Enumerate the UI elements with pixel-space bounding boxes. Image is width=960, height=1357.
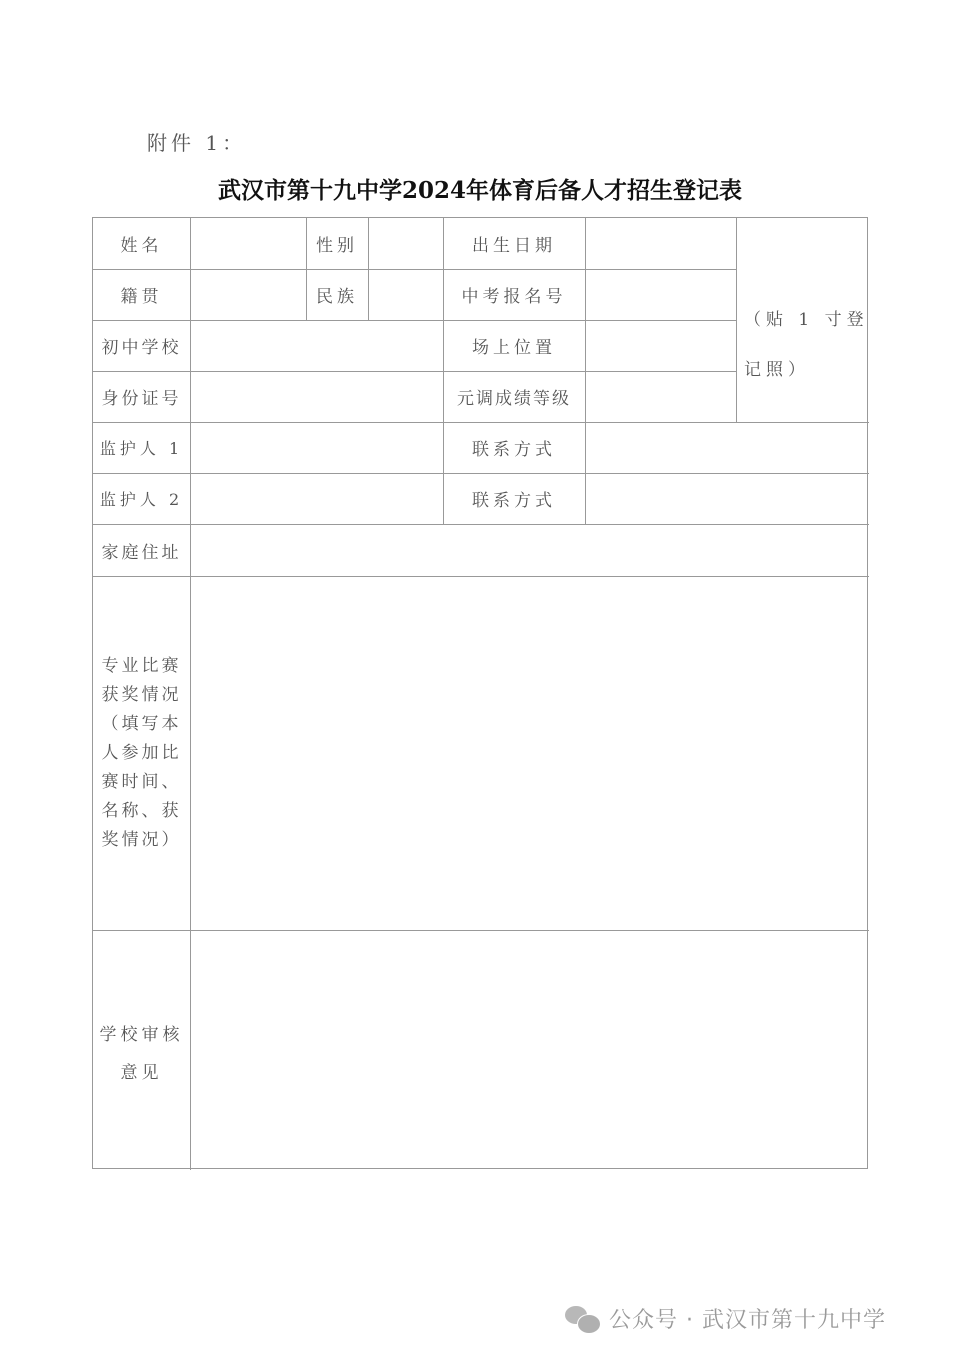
field-position-label: 场上位置 xyxy=(472,338,556,358)
guardian2-contact-label: 联系方式 xyxy=(472,491,556,511)
native-place-label: 籍贯 xyxy=(120,287,163,307)
review-label-line1: 学校审核 xyxy=(99,1025,184,1045)
awards-label: 专业比赛获奖情况（填写本人参加比赛时间、名称、获奖情况） xyxy=(101,655,182,850)
review-label-line2: 意见 xyxy=(120,1063,163,1083)
id-number-field[interactable] xyxy=(191,371,443,422)
guardian1-contact-label: 联系方式 xyxy=(472,440,556,460)
middle-school-field[interactable] xyxy=(191,320,443,371)
field-position-field[interactable] xyxy=(586,320,736,371)
document-title: 武汉市第十九中学2024年体育后备人才招生登记表 xyxy=(217,177,742,204)
address-label: 家庭住址 xyxy=(101,542,182,563)
name-field[interactable] xyxy=(191,218,306,269)
exam-number-label: 中考报名号 xyxy=(461,287,567,307)
awards-label-cell xyxy=(93,576,190,930)
guardian1-field[interactable] xyxy=(191,422,443,473)
guardian1-label: 监护人 1 xyxy=(99,439,184,458)
guardian2-contact-field[interactable] xyxy=(586,473,869,524)
awards-field[interactable] xyxy=(191,576,869,930)
birthdate-field[interactable] xyxy=(586,218,736,269)
middle-school-label: 初中学校 xyxy=(101,338,182,358)
mock-exam-grade-field[interactable] xyxy=(586,371,736,422)
footer-text: 公众号 · 武汉市第十九中学 xyxy=(609,1308,886,1333)
mock-exam-grade-label: 元调成绩等级 xyxy=(457,389,571,409)
guardian2-label: 监护人 2 xyxy=(99,490,184,509)
native-place-field[interactable] xyxy=(191,269,306,320)
address-field[interactable] xyxy=(191,524,869,576)
birthdate-label: 出生日期 xyxy=(472,236,556,256)
photo-placeholder[interactable]: （贴 1 寸登记照） xyxy=(744,310,869,380)
ethnicity-field[interactable] xyxy=(369,269,443,320)
registration-form-table xyxy=(92,217,868,1169)
guardian1-contact-field[interactable] xyxy=(586,422,869,473)
id-number-label: 身份证号 xyxy=(101,389,182,409)
ethnicity-label: 民族 xyxy=(316,287,358,307)
exam-number-field[interactable] xyxy=(586,269,736,320)
footer-source xyxy=(565,1303,886,1334)
gender-label: 性别 xyxy=(316,236,358,256)
review-field[interactable] xyxy=(191,930,869,1170)
review-label-cell xyxy=(93,930,190,1170)
name-label: 姓名 xyxy=(120,236,163,256)
guardian2-field[interactable] xyxy=(191,473,443,524)
gender-field[interactable] xyxy=(369,218,443,269)
attachment-label: 附件 1： xyxy=(147,131,247,155)
wechat-icon xyxy=(565,1306,601,1332)
